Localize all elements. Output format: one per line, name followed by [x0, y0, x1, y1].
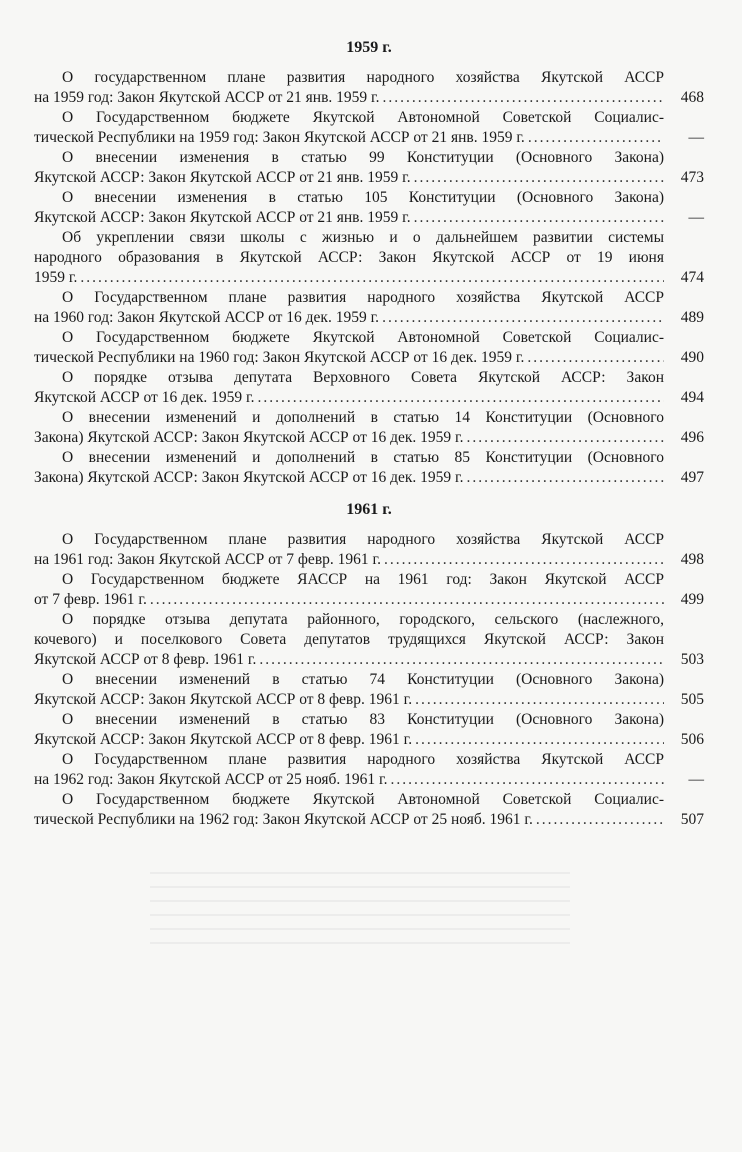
- page-number: 474: [680, 269, 704, 286]
- page-number: 499: [680, 591, 704, 608]
- entry-line: О внесении изменений и дополнений в статью 14 Конституции (Основного: [62, 409, 664, 426]
- entry-line: [34, 550, 664, 570]
- entry-line-text: тической Республики на 1962 год: Закон Якутской АССР от 25 нояб. 1961 г.: [34, 811, 533, 828]
- page-number: 506: [680, 731, 704, 748]
- entry-line: О государственном плане развития народного хозяйства Якутской АССР: [62, 69, 664, 86]
- page-number: 473: [680, 169, 704, 186]
- entry-line: О внесении изменения в статью 105 Конституции (Основного Закона): [62, 189, 664, 206]
- dot-leader: [150, 590, 664, 610]
- page-number: —: [688, 771, 704, 788]
- dot-leader: [527, 348, 664, 368]
- entry-line-text: Якутской АССР: Закон Якутской АССР от 21 янв. 1959 г.: [34, 169, 411, 186]
- entry-line-text: от 7 февр. 1961 г.: [34, 591, 147, 608]
- page-number: 497: [680, 469, 704, 486]
- entry-line: [34, 168, 664, 188]
- entry-line: [34, 810, 664, 830]
- toc-entry: [34, 710, 704, 750]
- toc-entry: [34, 108, 704, 148]
- toc-entry: [34, 750, 704, 790]
- entry-line-text: тической Республики на 1960 год: Закон Якутской АССР от 16 дек. 1959 г.: [34, 349, 525, 366]
- entry-line-text: Якутской АССР: Закон Якутской АССР от 8 февр. 1961 г.: [34, 731, 413, 748]
- entry-line: О Государственном бюджете ЯАССР на 1961 год: Закон Якутской АССР: [62, 571, 664, 588]
- entry-line-text: Закона) Якутской АССР: Закон Якутской АССР от 16 дек. 1959 г.: [34, 429, 464, 446]
- entry-line: [34, 428, 664, 448]
- entry-line-text: Якутской АССР: Закон Якутской АССР от 21 янв. 1959 г.: [34, 209, 411, 226]
- page-number: 490: [680, 349, 704, 366]
- page-number: 494: [680, 389, 704, 406]
- entry-line: О внесении изменений в статью 74 Конституции (Основного Закона): [62, 671, 664, 688]
- toc-entry: [34, 790, 704, 830]
- section-year-heading: 1961 г.: [346, 501, 392, 518]
- entry-line-text: на 1962 год: Закон Якутской АССР от 25 нояб. 1961 г.: [34, 771, 388, 788]
- toc-entry: [34, 68, 704, 108]
- page-number: 496: [680, 429, 704, 446]
- dot-leader: [384, 550, 664, 570]
- entry-line-text: Якутской АССР от 8 февр. 1961 г.: [34, 651, 257, 668]
- entry-line: О Государственном бюджете Якутской Автономной Советской Социалис-: [62, 109, 664, 126]
- entry-line: О порядке отзыва депутата районного, городского, сельского (наслежного,: [62, 611, 664, 628]
- dot-leader: [467, 468, 664, 488]
- page-number: 503: [680, 651, 704, 668]
- entry-line-text: 1959 г.: [34, 269, 78, 286]
- page-number: 468: [680, 89, 704, 106]
- dot-leader: [414, 208, 664, 228]
- toc-entry: [34, 530, 704, 570]
- entry-line-text: на 1961 год: Закон Якутской АССР от 7 февр. 1961 г.: [34, 551, 381, 568]
- entry-line: [34, 590, 664, 610]
- entry-line: О Государственном плане развития народного хозяйства Якутской АССР: [62, 289, 664, 306]
- entry-line: [34, 128, 664, 148]
- entry-line: [34, 650, 664, 670]
- entry-line: [34, 388, 664, 408]
- entry-line: Об укреплении связи школы с жизнью и о дальнейшем развитии системы: [62, 229, 664, 246]
- dot-leader: [415, 730, 664, 750]
- toc-entry: [34, 408, 704, 448]
- toc-entry: [34, 288, 704, 328]
- page-number: 505: [680, 691, 704, 708]
- dot-leader: [536, 810, 664, 830]
- toc-entry: [34, 228, 704, 288]
- dot-leader: [391, 770, 664, 790]
- entry-line: О Государственном плане развития народного хозяйства Якутской АССР: [62, 531, 664, 548]
- dot-leader: [259, 650, 664, 670]
- entry-line: О Государственном бюджете Якутской Автономной Советской Социалис-: [62, 329, 664, 346]
- page-number: —: [688, 129, 704, 146]
- entry-line: кочевого) и поселкового Совета депутатов трудящихся Якутской АССР: Закон: [34, 631, 664, 648]
- entry-line: О Государственном бюджете Якутской Автономной Советской Социалис-: [62, 791, 664, 808]
- toc-entry: [34, 610, 704, 670]
- entry-line-text: Закона) Якутской АССР: Закон Якутской АССР от 16 дек. 1959 г.: [34, 469, 464, 486]
- page-number: 489: [680, 309, 704, 326]
- entry-line: [34, 690, 664, 710]
- table-of-contents: [34, 38, 704, 830]
- entry-line: народного образования в Якутской АССР: Закон Якутской АССР от 19 июня: [34, 249, 664, 266]
- toc-entry: [34, 670, 704, 710]
- entry-line: О порядке отзыва депутата Верховного Совета Якутской АССР: Закон: [62, 369, 664, 386]
- toc-entry: [34, 570, 704, 610]
- entry-line: [34, 208, 664, 228]
- dot-leader: [414, 168, 664, 188]
- page-number: 498: [680, 551, 704, 568]
- entry-line: О внесении изменений в статью 83 Конституции (Основного Закона): [62, 711, 664, 728]
- entry-line: О внесении изменений и дополнений в статью 85 Конституции (Основного: [62, 449, 664, 466]
- entry-line-text: Якутской АССР: Закон Якутской АССР от 8 февр. 1961 г.: [34, 691, 413, 708]
- entry-line: [34, 268, 664, 288]
- page-number: 507: [680, 811, 704, 828]
- page-number: —: [688, 209, 704, 226]
- dot-leader: [257, 388, 664, 408]
- section-year-heading: 1959 г.: [346, 39, 392, 56]
- entry-line: [34, 88, 664, 108]
- entry-line-text: тической Республики на 1959 год: Закон Якутской АССР от 21 янв. 1959 г.: [34, 129, 525, 146]
- entry-line: О внесении изменения в статью 99 Конституции (Основного Закона): [62, 149, 664, 166]
- toc-entry: [34, 328, 704, 368]
- dot-leader: [80, 268, 664, 288]
- dot-leader: [467, 428, 664, 448]
- entry-line-text: Якутской АССР от 16 дек. 1959 г.: [34, 389, 255, 406]
- entry-line-text: на 1959 год: Закон Якутской АССР от 21 янв. 1959 г.: [34, 89, 380, 106]
- toc-entry: [34, 188, 704, 228]
- toc-entry: [34, 148, 704, 188]
- entry-line: [34, 348, 664, 368]
- dot-leader: [415, 690, 664, 710]
- dot-leader: [528, 128, 664, 148]
- entry-line: [34, 730, 664, 750]
- dot-leader: [382, 308, 664, 328]
- toc-entry: [34, 448, 704, 488]
- entry-line: [34, 468, 664, 488]
- toc-entry: [34, 368, 704, 408]
- section-gap: [34, 488, 704, 500]
- entry-line-text: на 1960 год: Закон Якутской АССР от 16 дек. 1959 г.: [34, 309, 380, 326]
- bleed-through-text: [150, 860, 570, 980]
- entry-line: О Государственном плане развития народного хозяйства Якутской АССР: [62, 751, 664, 768]
- dot-leader: [383, 88, 665, 108]
- entry-line: [34, 770, 664, 790]
- entry-line: [34, 308, 664, 328]
